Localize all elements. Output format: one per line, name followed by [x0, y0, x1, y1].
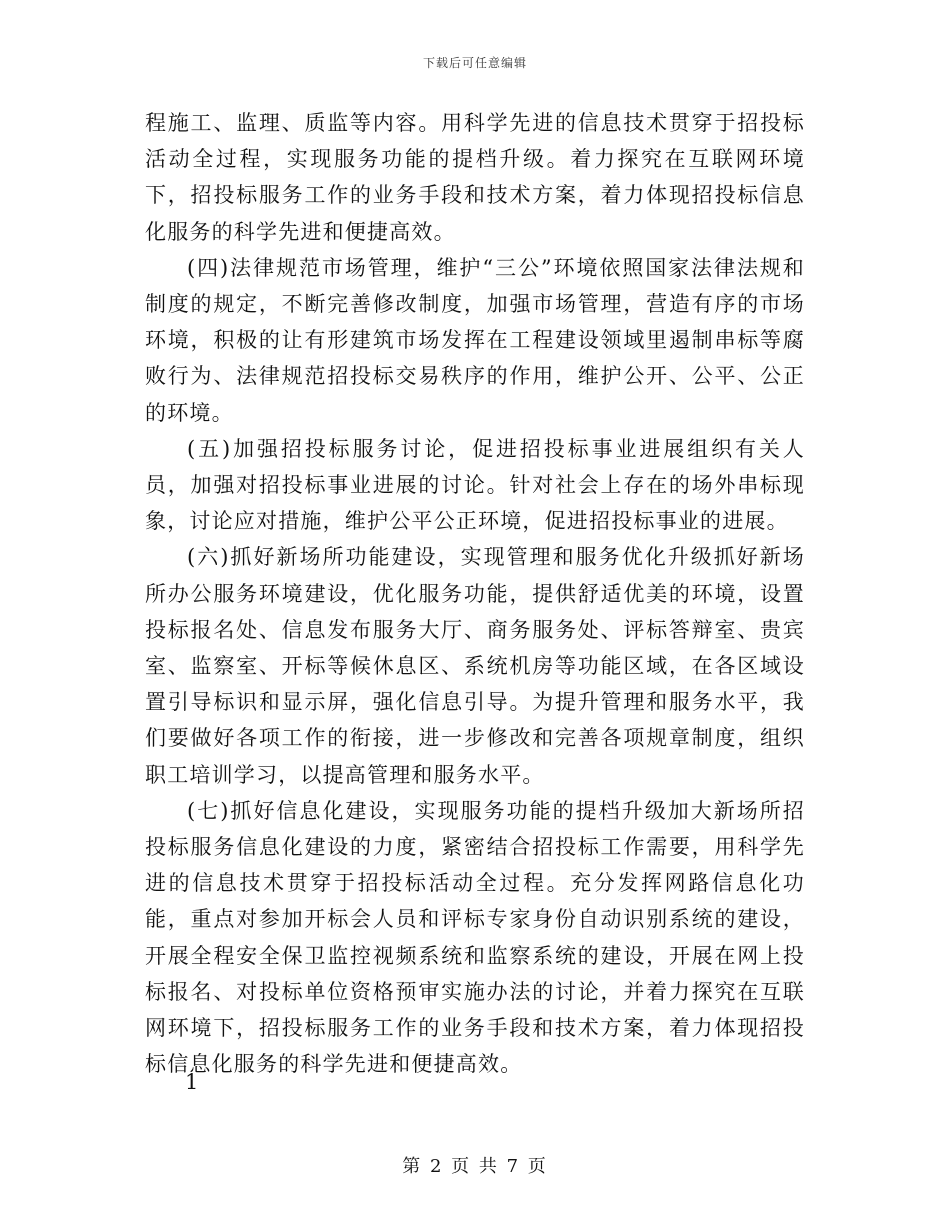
paragraph-section-5: (五)加强招投标服务讨论，促进招投标事业进展组织有关人员，加强对招投标事业进展的讨论。针对社会上存在的场外串标现象，讨论应对措施，维护公平公正环境，促进招投标事业的进展。: [145, 436, 805, 534]
page-footer: 第 2 页 共 7 页: [402, 1156, 548, 1177]
page-header: 下载后可任意编辑: [422, 56, 527, 70]
paragraph-section-4: (四)法律规范市场管理，维护“三公”环境依照国家法律法规和制度的规定，不断完善修改制度，加强市场管理，营造有序的市场环境，积极的让有形建筑市场发挥在工程建设领域里遏制串标等腐败行为、法律规范招投标交易秩序的作用，维护公开、公平、公正的环境。: [145, 255, 805, 425]
paragraph-section-6: (六)抓好新场所功能建设，实现管理和服务优化升级抓好新场所办公服务环境建设，优化服务功能，提供舒适优美的环境，设置投标报名处、信息发布服务大厅、商务服务处、评标答辩室、贵宾室、监察室、开标等候休息区、系统机房等功能区域，在各区域设置引导标识和显示屏，强化信息引导。为提升管理和服务水平，我们要做好各项工作的衔接，进一步修改和完善各项规章制度，组织职工培训学习，以提高管理和服务水平。: [145, 545, 805, 787]
page-marker: 1: [185, 1070, 199, 1094]
paragraph-section-7: (七)抓好信息化建设，实现服务功能的提档升级加大新场所招投标服务信息化建设的力度，紧密结合招投标工作需要，用科学先进的信息技术贯穿于招投标活动全过程。充分发挥网路信息化功能，重点对参加开标会人员和评标专家身份自动识别系统的建设，开展全程安全保卫监控视频系统和监察系统的建设，开展在网上投标报名、对投标单位资格预审实施办法的讨论，并着力探究在互联网环境下，招投标服务工作的业务手段和技术方案，着力体现招投标信息化服务的科学先进和便捷高效。: [145, 798, 805, 1077]
document-body: [145, 105, 805, 1082]
paragraph-continuation: 程施工、监理、质监等内容。用科学先进的信息技术贯穿于招投标活动全过程，实现服务功能的提档升级。着力探究在互联网环境下，招投标服务工作的业务手段和技术方案，着力体现招投标信息化服务的科学先进和便捷高效。: [145, 111, 805, 244]
